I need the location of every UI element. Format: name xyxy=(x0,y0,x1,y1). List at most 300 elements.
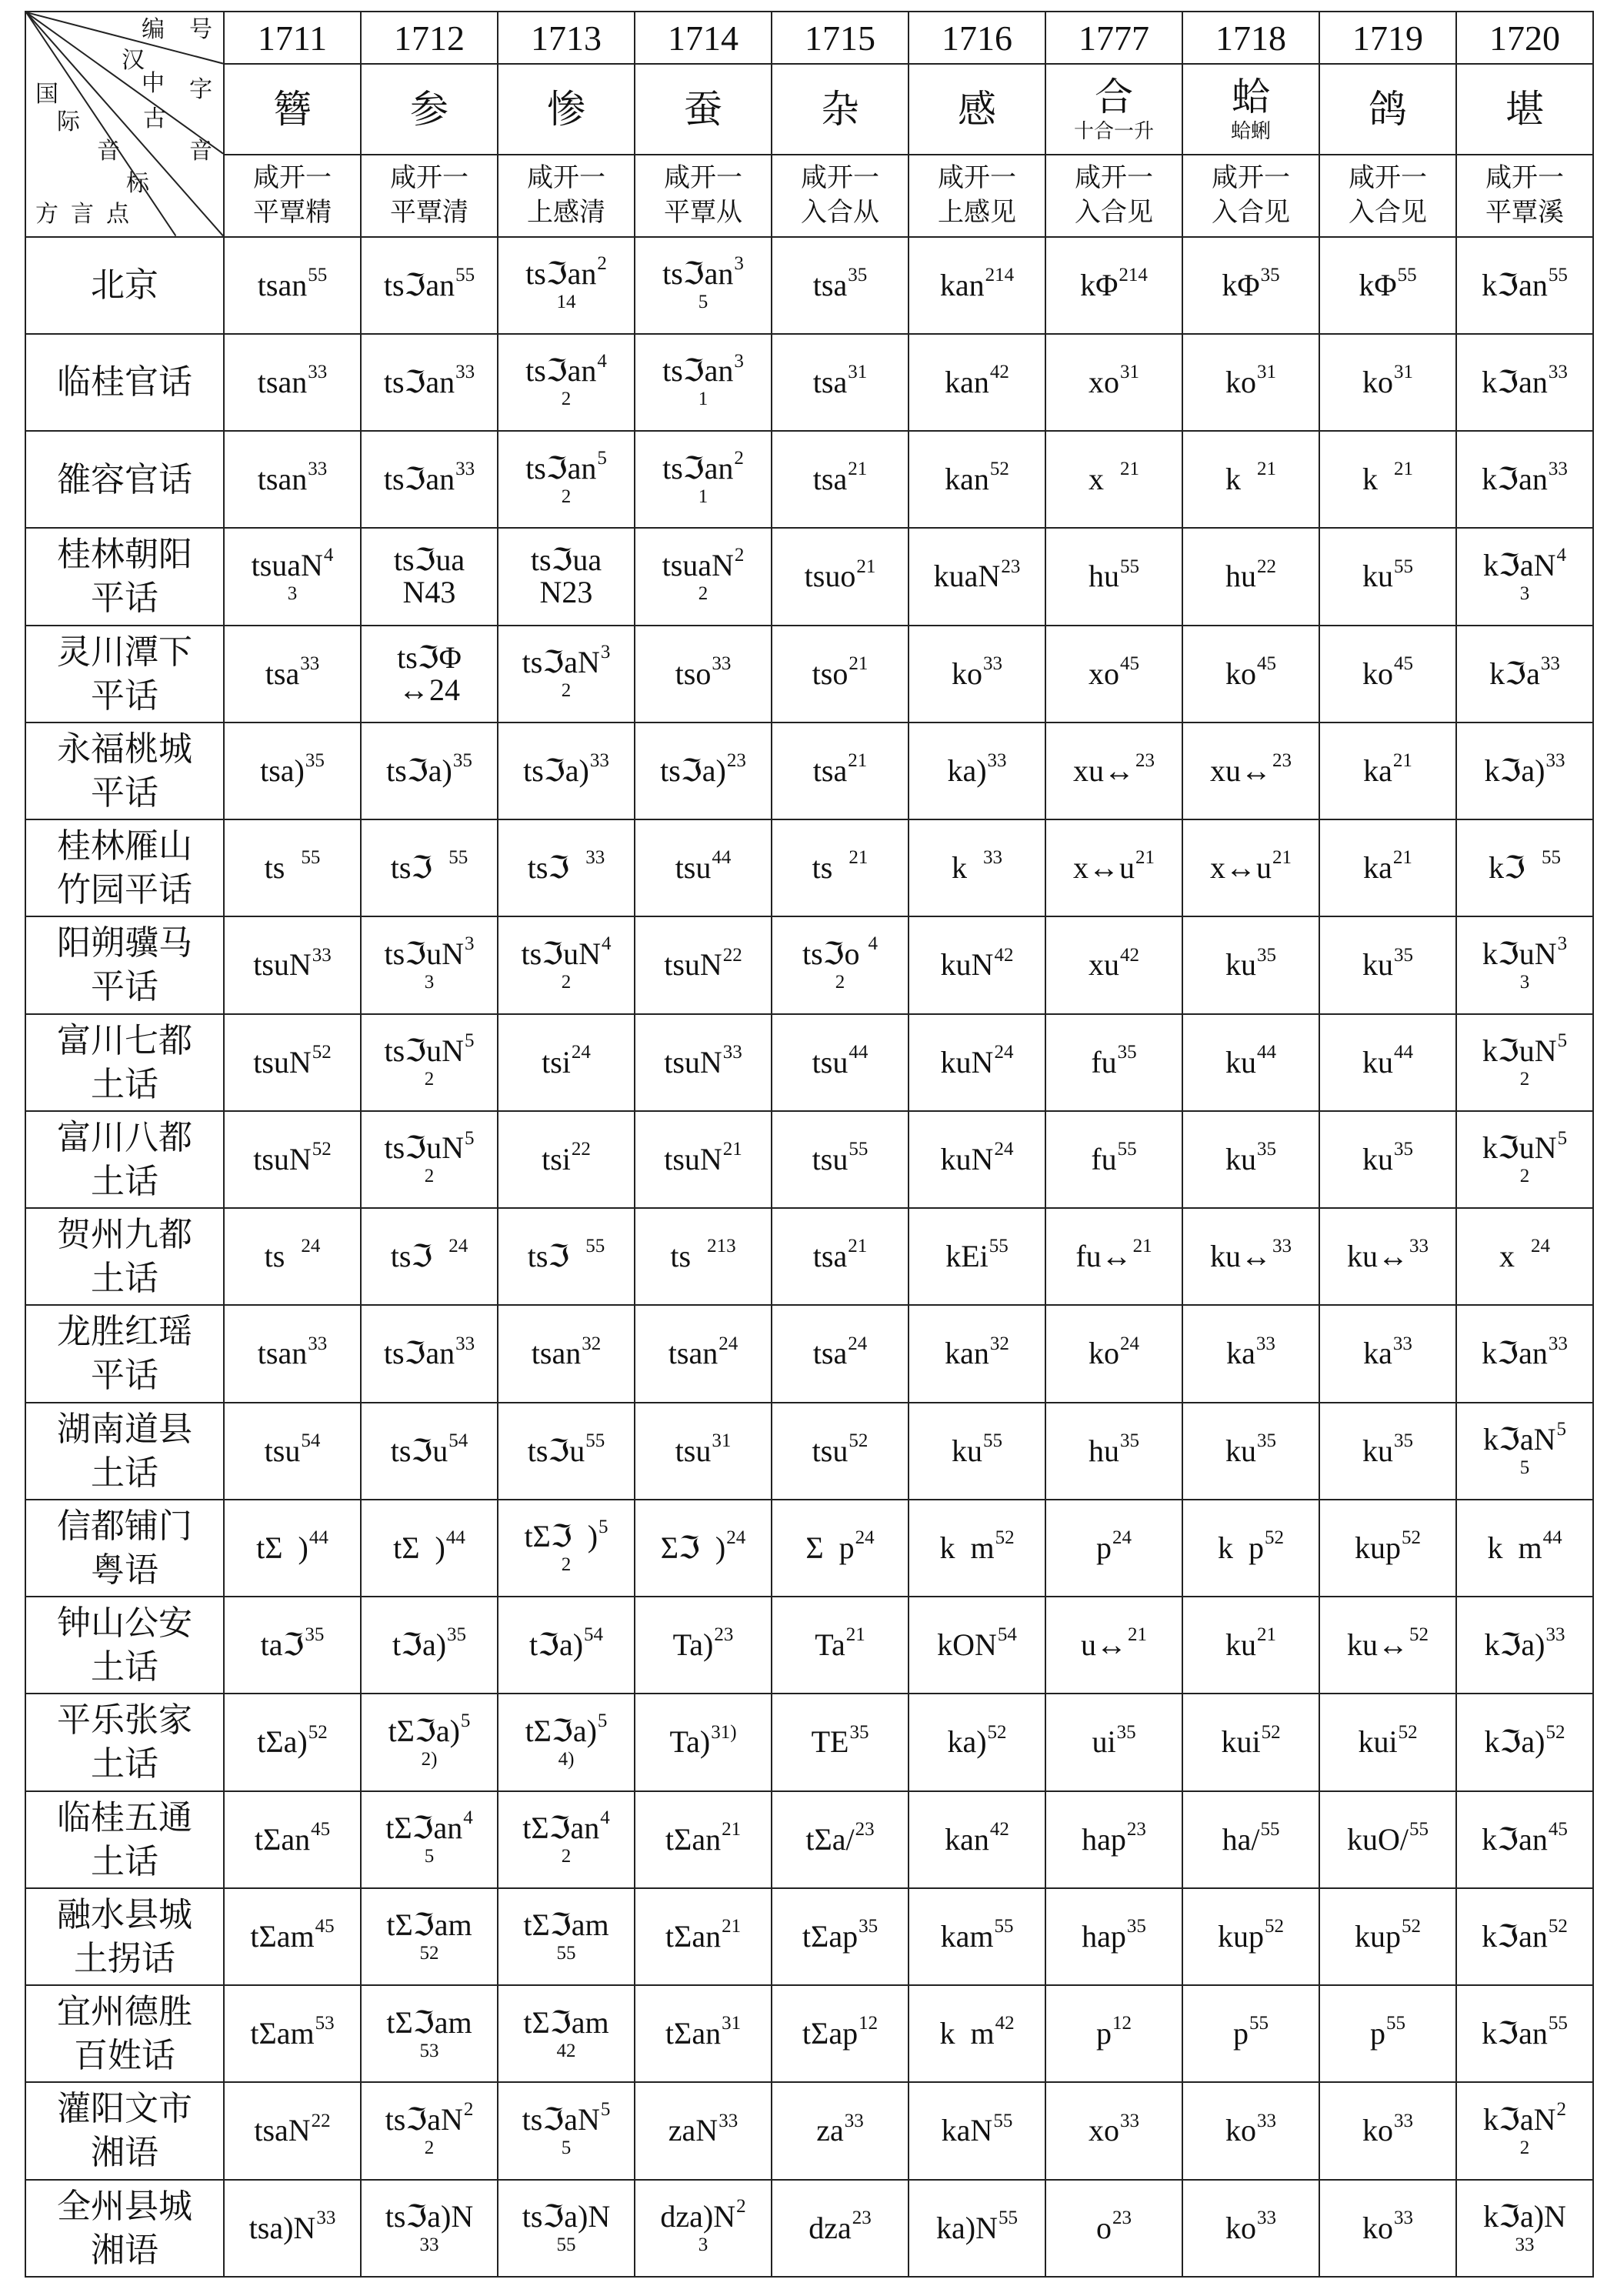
transcription-cell xyxy=(635,916,772,1013)
transcription-base: ha/ xyxy=(1222,1821,1260,1857)
transcription-base: p xyxy=(1370,2016,1385,2051)
transcription-cell xyxy=(498,916,635,1013)
transcription-base: tΣap xyxy=(802,1918,859,1954)
transcription-base: tsℑuN xyxy=(384,1130,464,1166)
tone-continuation: 52 xyxy=(419,1943,439,1964)
dialect-location xyxy=(25,2180,224,2277)
transcription-base: kℑuN xyxy=(1482,936,1557,971)
dialect-location-line: 竹园平话 xyxy=(57,870,192,910)
transcription-cell xyxy=(1456,1111,1593,1208)
transcription-cell xyxy=(498,1208,635,1305)
tone-superscript: 23 xyxy=(1112,2208,1132,2229)
transcription-base: dza)N xyxy=(660,2199,736,2234)
dialect-location-line: 湖南道县 xyxy=(57,1409,192,1449)
transcription-base: ko xyxy=(1225,656,1256,691)
tone-superscript: 24 xyxy=(994,1041,1014,1063)
column-character: 感 xyxy=(958,87,996,131)
transcription-cell xyxy=(1045,819,1182,916)
transcription-base: tΣan xyxy=(665,1821,722,1857)
transcription-base: fu↔ xyxy=(1075,1239,1132,1274)
transcription-cell xyxy=(772,1500,909,1597)
tone-continuation: 5 xyxy=(698,292,708,313)
tone-superscript: 44 xyxy=(1394,1041,1413,1063)
transcription-cell xyxy=(772,1305,909,1402)
tone-superscript: 21 xyxy=(849,652,869,674)
transcription-cell xyxy=(1319,723,1456,819)
tone-superscript: 2 xyxy=(1556,2099,1567,2121)
transcription-base: xu↔ xyxy=(1073,753,1135,788)
tone-superscript: 45 xyxy=(1548,1818,1568,1840)
tone-superscript: 31) xyxy=(711,1721,737,1743)
transcription-base: kuN xyxy=(940,1044,994,1080)
tone-superscript: 33 xyxy=(1409,1236,1429,1257)
transcription-base: ka xyxy=(1363,850,1392,886)
tone-superscript: 33 xyxy=(844,2110,864,2131)
transcription-cell xyxy=(1456,1403,1593,1500)
tone-superscript: 21 xyxy=(1120,459,1139,480)
transcription-base: tsi xyxy=(542,1044,571,1080)
transcription-base: dza xyxy=(808,2210,852,2245)
tone-superscript: 45 xyxy=(1257,652,1276,674)
tone-continuation: 5 xyxy=(1519,1457,1530,1479)
tone-superscript: 35 xyxy=(1117,1041,1137,1063)
transcription-cell xyxy=(635,1888,772,1985)
tone-superscript: 33 xyxy=(1548,362,1568,383)
transcription-cell xyxy=(1045,626,1182,723)
tone-superscript: 3 xyxy=(600,642,611,663)
tone-superscript: 44 xyxy=(308,1527,328,1549)
corner-label-guo: 国 xyxy=(35,81,58,108)
transcription-base: ku↔ xyxy=(1347,1627,1409,1663)
corner-label-yin-1: 音 xyxy=(97,138,120,165)
transcription-base: tΣa) xyxy=(257,1724,308,1760)
transcription-cell xyxy=(361,1208,498,1305)
tone-superscript: 5 xyxy=(464,1127,475,1149)
tone-superscript: 24 xyxy=(301,1236,321,1257)
tone-continuation: 2 xyxy=(561,1554,572,1576)
tone-superscript: 33 xyxy=(718,2110,738,2131)
transcription-cell xyxy=(224,431,361,528)
transcription-base: tsuaN xyxy=(662,547,734,582)
table-row xyxy=(25,431,1593,528)
tone-superscript: 31 xyxy=(1120,362,1139,383)
transcription-base: kℑaN xyxy=(1482,1422,1556,1457)
tone-superscript: 53 xyxy=(315,2013,335,2034)
transcription-cell xyxy=(361,1694,498,1790)
transcription-cell xyxy=(1045,2082,1182,2179)
transcription-cell xyxy=(1182,237,1319,334)
transcription-cell xyxy=(909,1208,1045,1305)
transcription-cell xyxy=(1319,626,1456,723)
tone-superscript: 55 xyxy=(1386,2013,1405,2034)
transcription-cell xyxy=(224,1111,361,1208)
transcription-cell xyxy=(635,2180,772,2277)
transcription-cell xyxy=(1182,1208,1319,1305)
tone-continuation: 33 xyxy=(1515,2234,1535,2256)
transcription-base: k p xyxy=(1218,1530,1264,1565)
column-character: 堪 xyxy=(1505,87,1544,131)
transcription-cell xyxy=(1456,528,1593,625)
transcription-cell xyxy=(224,1694,361,1790)
transcription-cell xyxy=(772,1403,909,1500)
transcription-cell xyxy=(224,1791,361,1888)
tone-superscript: 4 xyxy=(1556,545,1567,566)
transcription-cell xyxy=(1045,1305,1182,1402)
transcription-cell xyxy=(909,1694,1045,1790)
dialect-location-line: 土话 xyxy=(91,1744,158,1784)
transcription-cell xyxy=(1045,1403,1182,1500)
tone-superscript: 52 xyxy=(308,1721,328,1743)
transcription-base: u↔ xyxy=(1081,1627,1127,1663)
tone-superscript: 24 xyxy=(718,1333,738,1354)
tone-superscript: 44 xyxy=(849,1041,869,1063)
transcription-cell xyxy=(1045,1111,1182,1208)
transcription-cell xyxy=(224,723,361,819)
tone-superscript: 33 xyxy=(1548,1333,1568,1354)
transcription-base: kℑa) xyxy=(1484,1724,1545,1760)
tone-superscript: 5 xyxy=(597,1710,608,1732)
table-row xyxy=(25,1208,1593,1305)
tone-superscript: 33 xyxy=(455,459,475,480)
tone-superscript: 21 xyxy=(722,1139,742,1160)
transcription-base: ko xyxy=(1225,2113,1256,2148)
transcription-base: ka) xyxy=(947,1724,987,1760)
column-character: 蛤 xyxy=(1232,75,1270,119)
dialect-location xyxy=(25,237,224,334)
dialect-location-line: 雒容官话 xyxy=(57,459,192,499)
transcription-base: tsℑo xyxy=(802,936,868,971)
transcription-base: tΣa/ xyxy=(805,1821,855,1857)
tone-superscript: 52 xyxy=(989,459,1009,480)
transcription-base: tsℑan xyxy=(525,256,597,292)
tone-superscript: 24 xyxy=(1112,1527,1132,1549)
tone-superscript: 55 xyxy=(1548,2013,1568,2034)
tone-superscript: 55 xyxy=(585,1236,605,1257)
transcription-cell xyxy=(498,1597,635,1694)
tone-superscript: 31 xyxy=(1394,362,1413,383)
transcription-cell xyxy=(1456,431,1593,528)
tone-superscript: 33 xyxy=(722,1041,742,1063)
table-row xyxy=(25,916,1593,1013)
tone-superscript: 52 xyxy=(1261,1721,1281,1743)
middle-chinese-line: 咸开一 xyxy=(938,163,1016,192)
tone-continuation: 2) xyxy=(421,1748,438,1770)
tone-superscript: 33 xyxy=(1272,1236,1292,1257)
transcription-cell xyxy=(361,1403,498,1500)
transcription-cell xyxy=(909,237,1045,334)
tone-continuation: 55 xyxy=(556,2234,576,2256)
tone-superscript: 33 xyxy=(1255,1333,1275,1354)
transcription-cell xyxy=(635,819,772,916)
table-row xyxy=(25,237,1593,334)
column-character-note: 蛤蜊 xyxy=(1230,119,1271,142)
transcription-cell xyxy=(909,1888,1045,1985)
transcription-base: o xyxy=(1096,2210,1112,2245)
transcription-base: tsuo xyxy=(804,559,856,594)
transcription-base: tsℑaN xyxy=(385,2101,463,2137)
tone-superscript: 33 xyxy=(1394,2208,1413,2229)
column-character: 参 xyxy=(410,87,448,131)
dialect-comparison-table xyxy=(25,11,1594,2278)
column-number: 1711 xyxy=(224,12,361,64)
transcription-cell xyxy=(498,1500,635,1597)
transcription-cell xyxy=(1456,1305,1593,1402)
column-character: 惨 xyxy=(547,87,585,131)
tone-continuation: 3 xyxy=(287,582,298,604)
transcription-cell xyxy=(1045,1500,1182,1597)
tone-superscript: 42 xyxy=(989,362,1009,383)
table-row xyxy=(25,1694,1593,1790)
tone-superscript: 52 xyxy=(849,1430,869,1451)
transcription-base: tsℑan xyxy=(383,462,455,497)
transcription-base: kℑuN xyxy=(1482,1130,1557,1166)
transcription-base: tsℑua xyxy=(530,542,602,578)
transcription-base: tsℑan xyxy=(662,450,734,486)
transcription-base: tΣℑam xyxy=(523,2004,609,2040)
transcription-cell xyxy=(498,1111,635,1208)
tone-continuation: 5 xyxy=(561,2137,572,2158)
transcription-base: za xyxy=(816,2113,844,2148)
column-middle-chinese-cell xyxy=(635,155,772,236)
tone-superscript: 4 xyxy=(601,933,612,955)
dialect-location-line: 融水县城 xyxy=(57,1894,192,1934)
transcription-cell xyxy=(1456,1500,1593,1597)
transcription-cell xyxy=(772,723,909,819)
corner-label-zhong: 中 xyxy=(142,70,165,97)
transcription-base: tso xyxy=(675,656,712,691)
transcription-base: tΣan xyxy=(254,1821,311,1857)
transcription-base: fu xyxy=(1091,1141,1117,1176)
column-character-cell xyxy=(1182,64,1319,155)
transcription-cell xyxy=(1182,1985,1319,2082)
tone-superscript: 23 xyxy=(852,2208,872,2229)
transcription-cell xyxy=(635,1111,772,1208)
transcription-cell xyxy=(1045,334,1182,431)
corner-label-han: 汉 xyxy=(122,47,145,74)
tone-continuation: 2 xyxy=(698,582,708,604)
transcription-cell xyxy=(361,1014,498,1111)
transcription-cell xyxy=(224,819,361,916)
transcription-cell xyxy=(361,1305,498,1402)
tone-superscript: 21 xyxy=(1132,1236,1152,1257)
transcription-base: k xyxy=(1225,462,1256,497)
tone-continuation: 3 xyxy=(1519,582,1530,604)
dialect-location-line: 富川七都 xyxy=(57,1020,192,1060)
transcription-base: tΣam xyxy=(250,2016,315,2051)
transcription-cell xyxy=(1045,1597,1182,1694)
table-row xyxy=(25,1597,1593,1694)
dialect-location-line: 桂林雁山 xyxy=(57,826,192,866)
dialect-location xyxy=(25,1111,224,1208)
transcription-cell xyxy=(909,1403,1045,1500)
transcription-base: tΣ ) xyxy=(256,1530,308,1565)
tone-continuation: 3 xyxy=(1519,971,1530,993)
tone-superscript: 31 xyxy=(712,1430,732,1451)
tone-superscript: 55 xyxy=(1548,264,1568,285)
transcription-cell xyxy=(1045,1694,1182,1790)
transcription-cell xyxy=(1182,334,1319,431)
transcription-base: ko xyxy=(1362,2210,1393,2245)
table-row xyxy=(25,2180,1593,2277)
table-row xyxy=(25,1403,1593,1500)
tone-superscript: 22 xyxy=(311,2110,331,2131)
dialect-location-line: 宜州德胜 xyxy=(57,1992,192,2031)
column-number: 1720 xyxy=(1456,12,1593,64)
transcription-base: ka)N xyxy=(936,2210,998,2245)
transcription-cell xyxy=(635,528,772,625)
column-number: 1718 xyxy=(1182,12,1319,64)
transcription-base: kΦ xyxy=(1080,267,1119,302)
transcription-cell xyxy=(361,819,498,916)
transcription-base: tsℑa) xyxy=(386,753,452,788)
transcription-base: kℑan xyxy=(1482,1918,1548,1954)
tone-continuation: N43 xyxy=(402,575,456,610)
transcription-cell xyxy=(1319,1403,1456,1500)
tone-superscript: 35 xyxy=(1394,1139,1413,1160)
dialect-location-line: 阳朔骥马 xyxy=(57,923,192,963)
middle-chinese-line: 咸开一 xyxy=(1212,163,1290,192)
transcription-base: ko xyxy=(1225,2210,1256,2245)
column-character-cell xyxy=(1456,64,1593,155)
transcription-cell xyxy=(1182,1694,1319,1790)
tone-superscript: 35 xyxy=(1260,264,1280,285)
transcription-base: ku xyxy=(1225,947,1256,983)
transcription-base: kaN xyxy=(941,2113,993,2148)
transcription-base: tsℑΦ xyxy=(397,639,462,675)
transcription-base: tsℑaN xyxy=(522,645,600,680)
header-corner-cell xyxy=(25,12,224,237)
tone-continuation: 14 xyxy=(556,292,576,313)
transcription-cell xyxy=(772,334,909,431)
transcription-cell xyxy=(224,1597,361,1694)
transcription-cell xyxy=(772,431,909,528)
transcription-base: ku xyxy=(1225,1433,1256,1468)
tone-superscript: 45 xyxy=(311,1818,331,1840)
transcription-base: xo xyxy=(1089,364,1119,399)
transcription-cell xyxy=(498,1888,635,1985)
tone-superscript: 3 xyxy=(734,253,744,275)
tone-superscript: 2 xyxy=(736,2196,746,2218)
tone-superscript: 2 xyxy=(734,447,744,469)
table-row xyxy=(25,1985,1593,2082)
transcription-base: x xyxy=(1089,462,1119,497)
transcription-base: tΣap xyxy=(802,2016,859,2051)
dialect-location-line: 土话 xyxy=(91,1161,158,1201)
dialect-location-line: 龙胜红瑶 xyxy=(57,1312,192,1352)
tone-superscript: 52 xyxy=(1265,1916,1284,1937)
tone-superscript: 33 xyxy=(1392,1333,1412,1354)
column-middle-chinese-cell xyxy=(1319,155,1456,236)
dialect-location xyxy=(25,334,224,431)
tone-superscript: 5 xyxy=(600,2099,611,2121)
transcription-cell xyxy=(361,1111,498,1208)
tone-superscript: 33 xyxy=(589,750,609,772)
transcription-base: tsuaN xyxy=(251,547,323,582)
transcription-base: tsaN xyxy=(254,2113,311,2148)
dialect-location-line: 全州县城 xyxy=(57,2186,192,2226)
table-row xyxy=(25,1014,1593,1111)
tone-superscript: 33 xyxy=(1120,2110,1139,2131)
tone-superscript: 24 xyxy=(726,1527,746,1549)
transcription-cell xyxy=(772,1888,909,1985)
transcription-base: xu↔ xyxy=(1210,753,1272,788)
middle-chinese-line: 咸开一 xyxy=(253,163,332,192)
transcription-base: tsuN xyxy=(664,1141,722,1176)
transcription-base: kan xyxy=(939,267,985,302)
tone-continuation: 2 xyxy=(561,389,572,410)
tone-superscript: 55 xyxy=(1117,1139,1137,1160)
tone-continuation: 4) xyxy=(558,1748,575,1770)
dialect-location-line: 富川八都 xyxy=(57,1117,192,1157)
middle-chinese-line: 入合见 xyxy=(1212,199,1290,228)
tone-superscript: 2 xyxy=(734,545,745,566)
tone-superscript: 35 xyxy=(859,1916,879,1937)
corner-label-yan: 言 xyxy=(71,201,94,228)
middle-chinese-line: 咸开一 xyxy=(664,163,742,192)
dialect-location xyxy=(25,528,224,625)
transcription-cell xyxy=(498,1403,635,1500)
transcription-cell xyxy=(224,1014,361,1111)
transcription-base: Ta) xyxy=(669,1724,711,1760)
tone-superscript: 33 xyxy=(983,847,1002,869)
corner-label-hao: 号 xyxy=(189,16,212,43)
tone-superscript: 21 xyxy=(1394,459,1413,480)
tone-superscript: 4 xyxy=(600,1807,610,1829)
transcription-cell xyxy=(498,1694,635,1790)
transcription-cell xyxy=(361,1597,498,1694)
transcription-cell xyxy=(1319,916,1456,1013)
transcription-base: kℑ xyxy=(1489,850,1541,886)
dialect-location xyxy=(25,723,224,819)
tone-superscript: 35 xyxy=(1394,944,1413,966)
transcription-cell xyxy=(909,1500,1045,1597)
tone-superscript: 5 xyxy=(460,1710,471,1732)
transcription-base: tsa xyxy=(812,753,848,788)
transcription-cell xyxy=(909,1014,1045,1111)
transcription-cell xyxy=(909,2180,1045,2277)
tone-superscript: 21 xyxy=(856,556,876,577)
transcription-cell xyxy=(772,1791,909,1888)
transcription-cell xyxy=(635,1791,772,1888)
transcription-base: tΣan xyxy=(665,2016,722,2051)
transcription-cell xyxy=(1456,1791,1593,1888)
tone-superscript: 12 xyxy=(859,2013,879,2034)
transcription-cell xyxy=(1319,1888,1456,1985)
transcription-cell xyxy=(1182,528,1319,625)
column-middle-chinese-cell xyxy=(1456,155,1593,236)
table-row xyxy=(25,1111,1593,1208)
column-character-cell xyxy=(1319,64,1456,155)
transcription-base: ka) xyxy=(947,753,987,788)
dialect-location xyxy=(25,1403,224,1500)
tone-superscript: 33 xyxy=(1545,750,1565,772)
tone-superscript: 33 xyxy=(312,944,332,966)
transcription-cell xyxy=(1182,723,1319,819)
transcription-cell xyxy=(772,626,909,723)
tone-continuation: N23 xyxy=(539,575,593,610)
transcription-cell xyxy=(361,334,498,431)
transcription-base: ts xyxy=(670,1239,707,1274)
corner-label-zi: 字 xyxy=(189,76,212,103)
corner-label-gu: 古 xyxy=(143,105,166,132)
transcription-base: Ta xyxy=(815,1627,845,1663)
tone-superscript: 54 xyxy=(997,1624,1017,1646)
column-number: 1712 xyxy=(361,12,498,64)
column-character-cell xyxy=(909,64,1045,155)
transcription-base: ts xyxy=(812,850,849,886)
tone-continuation: 55 xyxy=(556,1943,576,1964)
transcription-cell xyxy=(361,237,498,334)
